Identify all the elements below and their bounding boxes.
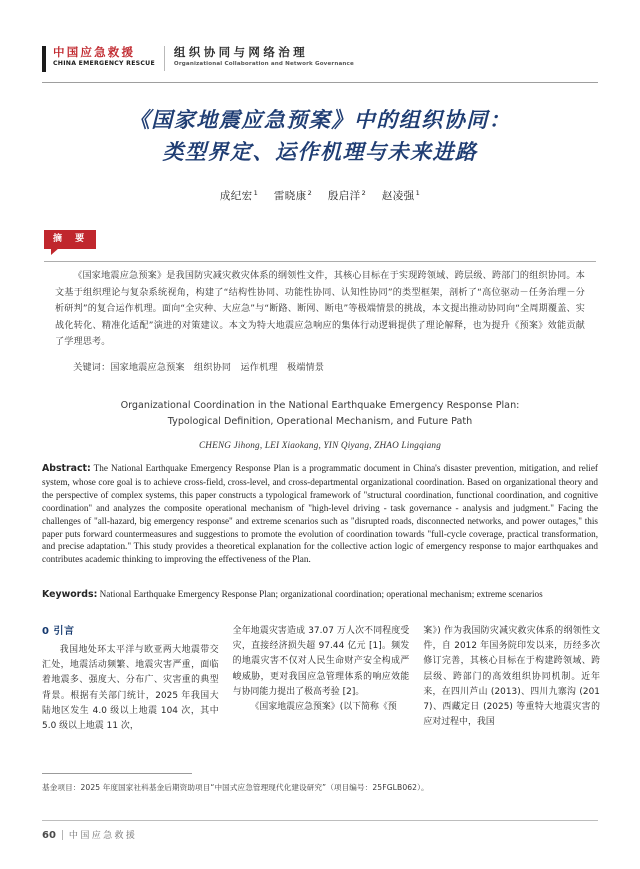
keywords-en-text: National Earthquake Emergency Response Plan; organizational coordination; operational mechanism; extreme scenarios — [99, 589, 543, 599]
running-header — [42, 45, 598, 85]
page-number: 60 — [42, 830, 56, 841]
author-item — [382, 190, 420, 202]
body-paragraph: 全年地震灾害造成 37.07 万人次不同程度受灾，直接经济损失超 97.44 亿元 [1]。频发的地震灾害不仅对人民生命财产安全构成严峻威胁，更对我国应急管理体系的响应效能与协同能力提出了极高考验 [2]。 — [232, 626, 410, 697]
footer-journal-name: 中国应急救援 — [68, 831, 138, 841]
author-item — [220, 190, 258, 202]
keywords-en-label: Keywords: — [42, 589, 98, 600]
keywords-cn-label: 关键词： — [73, 363, 111, 373]
section-title-group — [174, 45, 354, 69]
abstract-badge: 摘 要 — [44, 230, 96, 249]
author-item — [328, 190, 366, 202]
section-title-en: Organizational Collaboration and Network Governance — [173, 61, 354, 67]
author-name: 成纪宏 — [219, 190, 253, 202]
journal-brand — [53, 45, 164, 69]
header-divider — [164, 46, 165, 71]
abstract-cn-text: 《国家地震应急预案》是我国防灾减灾救灾体系的纲领性文件，其核心目标在于实现跨领域、跨层级、跨部门的组织协同。本文基于组织理论与复杂系统视角，构建了“结构性协同、功能性协同、认知性协同”的类型框架，剖析了“高位驱动－任务治理－分析研判”的复合运作机理。面向“全灾种、大应急”与“断路、断网、断电”等极端情景的挑战，本文提出推动协同向“全周期覆盖、实战化转化、精准化适配”演进的对策建议。本文为特大地震应急响应的集体行动逻辑提供了理论解释，也为提升《预案》效能贡献了学理思考。 — [55, 271, 585, 348]
author-affiliation-mark: 2 — [307, 188, 313, 197]
body-columns — [42, 624, 600, 764]
journal-name-en: CHINA EMERGENCY RESCUE — [53, 60, 155, 67]
english-author-list: CHENG Jihong, LEI Xiaokang, YIN Qiyang, ZHAO Lingqiang — [198, 440, 442, 450]
abstract-en — [42, 462, 598, 566]
author-affiliation-mark: 1 — [253, 188, 259, 197]
footer-rule — [42, 820, 598, 821]
footnote-rule — [42, 773, 192, 774]
title-line-2: 类型界定、运作机理与未来进路 — [162, 139, 478, 164]
body-paragraph: 我国地处环太平洋与欧亚两大地震带交汇处，地震活动频繁、地震灾害严重，面临着地震多、强度大、分布广、灾害重的典型背景。根据有关部门统计，2025 年我国大陆地区发生 4.0 级以上地震 104 次，其中 5.0 级以上地震 11 次， — [42, 645, 219, 732]
keywords-cn-value: 国家地震应急预案 组织协同 运作机理 极端情景 — [110, 363, 325, 373]
author-name: 雷晓康 — [273, 190, 307, 202]
footer-divider — [62, 830, 63, 840]
abstract-en-label: Abstract: — [42, 463, 91, 474]
header-rule — [42, 82, 598, 83]
author-item — [274, 190, 312, 202]
english-title-line-1: Organizational Coordination in the National Earthquake Emergency Response Plan: — [120, 400, 520, 411]
section-heading-introduction: 0 引言 — [42, 626, 75, 637]
title-line-1: 《国家地震应急预案》中的组织协同： — [128, 107, 512, 132]
journal-name-cn: 中国应急救援 — [53, 45, 136, 59]
author-name: 赵凌强 — [381, 190, 415, 202]
author-affiliation-mark: 1 — [415, 188, 421, 197]
body-column-2 — [233, 624, 410, 764]
author-name: 殷启洋 — [327, 190, 361, 202]
keywords-cn — [55, 360, 585, 376]
author-list — [42, 188, 598, 203]
body-column-3 — [423, 624, 600, 764]
page-footer — [42, 828, 137, 841]
body-column-1 — [42, 624, 219, 764]
author-affiliation-mark: 2 — [361, 188, 367, 197]
page-title — [42, 104, 598, 168]
abstract-badge-wrap — [44, 228, 96, 249]
section-title-cn: 组织协同与网络治理 — [173, 45, 309, 59]
english-title — [60, 398, 580, 430]
footnote-text: 基金项目：2025 年度国家社科基金后期资助项目“中国式应急管理现代化建设研究”（项目编号：25FGLB062）。 — [42, 783, 429, 792]
abstract-en-text: The National Earthquake Emergency Response Plan is a programmatic document in China's disaster prevention, mitigation, and relief system, whose core goal is to achieve cross-field, cross-level, and cross-departmental organizational coordination. Based on organizational theory and the perspective of complex systems, this paper constructs a typological framework of "structural coordination, functional coordination, and cognitive coordination" and analyzes the composite operational mechanism of "high-level driving - task governance - analysis and judgment." Facing the challenges of "all-hazard, big emergency response" and extreme scenarios such as "disrupted roads, disconnected networks, and power outages," this paper puts forward countermeasures and suggestions to promote the evolution of coordination towards "full-cycle coverage, practical transformation, and precise adaptation." This study provides a theoretical explanation for the collective action logic of emergency response to major earthquakes and contributes academic thinking to improving the effectiveness of the Plan. — [42, 463, 598, 565]
body-paragraph: 《国家地震应急预案》(以下简称《预 — [250, 702, 397, 713]
english-title-line-2: Typological Definition, Operational Mechanism, and Future Path — [167, 416, 473, 427]
header-accent-bar — [42, 46, 46, 72]
keywords-en — [42, 588, 598, 601]
abstract-rule — [44, 261, 596, 262]
body-paragraph: 案》) 作为我国防灾减灾救灾体系的纲领性文件，自 2012 年国务院印发以来，历经多次修订完善，其核心目标在于构建跨领域、跨层级、跨部门的高效组织协同机制。近年来，在四川芦山 (2013)、四川九寨沟 (2017)、西藏定日 (2025) 等重特大地震灾害的应对过程中，我国 — [423, 626, 601, 728]
